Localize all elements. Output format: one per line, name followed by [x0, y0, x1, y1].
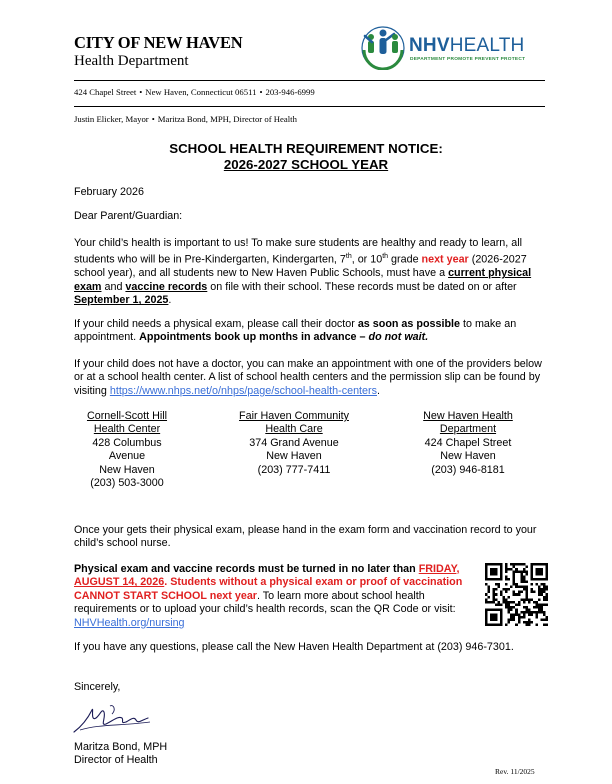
signature-icon: [70, 696, 160, 740]
address-city: New Haven, Connecticut 06511: [145, 87, 257, 97]
provider-name: New Haven Health: [423, 410, 513, 422]
deadline-paragraph: Physical exam and vaccine records must be turned in no later than FRIDAY, AUGUST 14, 2026. Students without a physical exam or proof of vaccination CANNOT START SCHOOL next year. To learn more about school health requirements or to upload your child’s health records, scan the QR Code or visit: NHVHealth.org/nursing: [74, 563, 463, 629]
header-divider: [74, 106, 545, 107]
letter-date: February 2026: [74, 186, 144, 198]
provider-phone: (203) 503-3000: [90, 477, 164, 490]
provider-name: Cornell-Scott Hill: [86, 410, 168, 422]
submission-paragraph: Once your gets their physical exam, please hand in the exam form and vaccination record to your child’s school nurse.: [74, 524, 537, 550]
provider-name: Health Care: [265, 423, 323, 436]
provider-name: Health Center: [93, 423, 161, 436]
provider-nh-health-dept: [411, 410, 525, 477]
logo-wordmark: NHVHEALTH: [409, 35, 525, 56]
provider-name: Fair Haven Community: [239, 410, 349, 422]
department-name: Health Department: [74, 53, 189, 69]
school-year-title: 2026-2027 SCHOOL YEAR: [223, 157, 389, 172]
appointment-paragraph: If your child needs a physical exam, please call their doctor as soon as possible to make an appointment. Appointments book up months in advance – do not wait.: [74, 318, 517, 344]
questions-paragraph: If you have any questions, please call the New Haven Health Department at (203) 946-7301.: [74, 641, 514, 653]
provider-cornell-scott: [76, 410, 178, 490]
school-health-centers-link[interactable]: https://www.nhps.net/o/nhps/page/school-health-centers: [109, 384, 377, 397]
logo-tagline: DEPARTMENT PROMOTE PREVENT PROTECT: [410, 57, 526, 62]
next-year-highlight: next year: [421, 253, 469, 266]
cannot-start-warning: Students without a physical exam or proof of vaccination CANNOT START SCHOOL next year: [74, 576, 463, 602]
mayor: Justin Elicker, Mayor: [74, 114, 149, 124]
greeting: Dear Parent/Guardian:: [74, 210, 183, 222]
address-street: 424 Chapel Street: [74, 87, 137, 97]
provider-address: New Haven: [266, 450, 322, 463]
cutoff-date: September 1, 2025: [74, 294, 169, 307]
provider-address: New Haven: [440, 450, 496, 463]
notice-title: SCHOOL HEALTH REQUIREMENT NOTICE:: [169, 141, 443, 156]
city-name: CITY OF NEW HAVEN: [74, 33, 243, 52]
staff-line: Justin Elicker, Mayor • Maritza Bond, MPH, Director of Health: [74, 114, 297, 124]
provider-name: Department: [439, 423, 497, 436]
provider-address: 424 Chapel Street: [424, 436, 512, 449]
director: Maritza Bond, MPH, Director of Health: [157, 114, 297, 124]
provider-address: 374 Grand Avenue: [249, 436, 339, 449]
signer-name: Maritza Bond, MPH: [74, 741, 168, 753]
signer-title: Director of Health: [74, 754, 158, 766]
physical-exam-highlight: current physical exam: [74, 267, 532, 293]
address-phone: 203-946-6999: [265, 87, 315, 97]
provider-fair-haven: [228, 410, 360, 477]
provider-phone: (203) 777-7411: [257, 463, 331, 476]
provider-address: Avenue: [108, 450, 146, 463]
provider-address: New Haven: [99, 463, 155, 476]
provider-address: 428 Columbus: [92, 436, 162, 449]
deadline-date: FRIDAY, AUGUST 14, 2026: [74, 563, 460, 589]
header-divider: [74, 80, 545, 81]
address-line: 424 Chapel Street • New Haven, Connecticut 06511 • 203-946-6999: [74, 87, 315, 97]
requirement-paragraph: Your child’s health is important to us! To make sure students are healthy and ready to learn, all students who will be in Pre-Kindergarten, Kindergarten, 7th, or 10th grade next year (2026-2027 school year), and all students new to New Haven Public Schools, must have a current physical exam and vaccine records on file with their school. These records must be dated on or after September 1, 2025.: [74, 237, 532, 307]
nursing-link[interactable]: NHVHealth.org/nursing: [74, 616, 185, 629]
no-doctor-paragraph: If your child does not have a doctor, you can make an appointment with one of the providers below or at a school health center. A list of school health centers and the permission slip can be found by visiting https://www.nhps.net/o/nhps/page/school-health-centers.: [74, 358, 542, 397]
provider-phone: (203) 946-8181: [431, 463, 505, 476]
qr-code-icon[interactable]: [485, 563, 548, 626]
revision-note: Rev. 11/2025: [495, 767, 535, 776]
vaccine-records-highlight: vaccine records: [125, 280, 208, 293]
closing: Sincerely,: [74, 681, 121, 693]
